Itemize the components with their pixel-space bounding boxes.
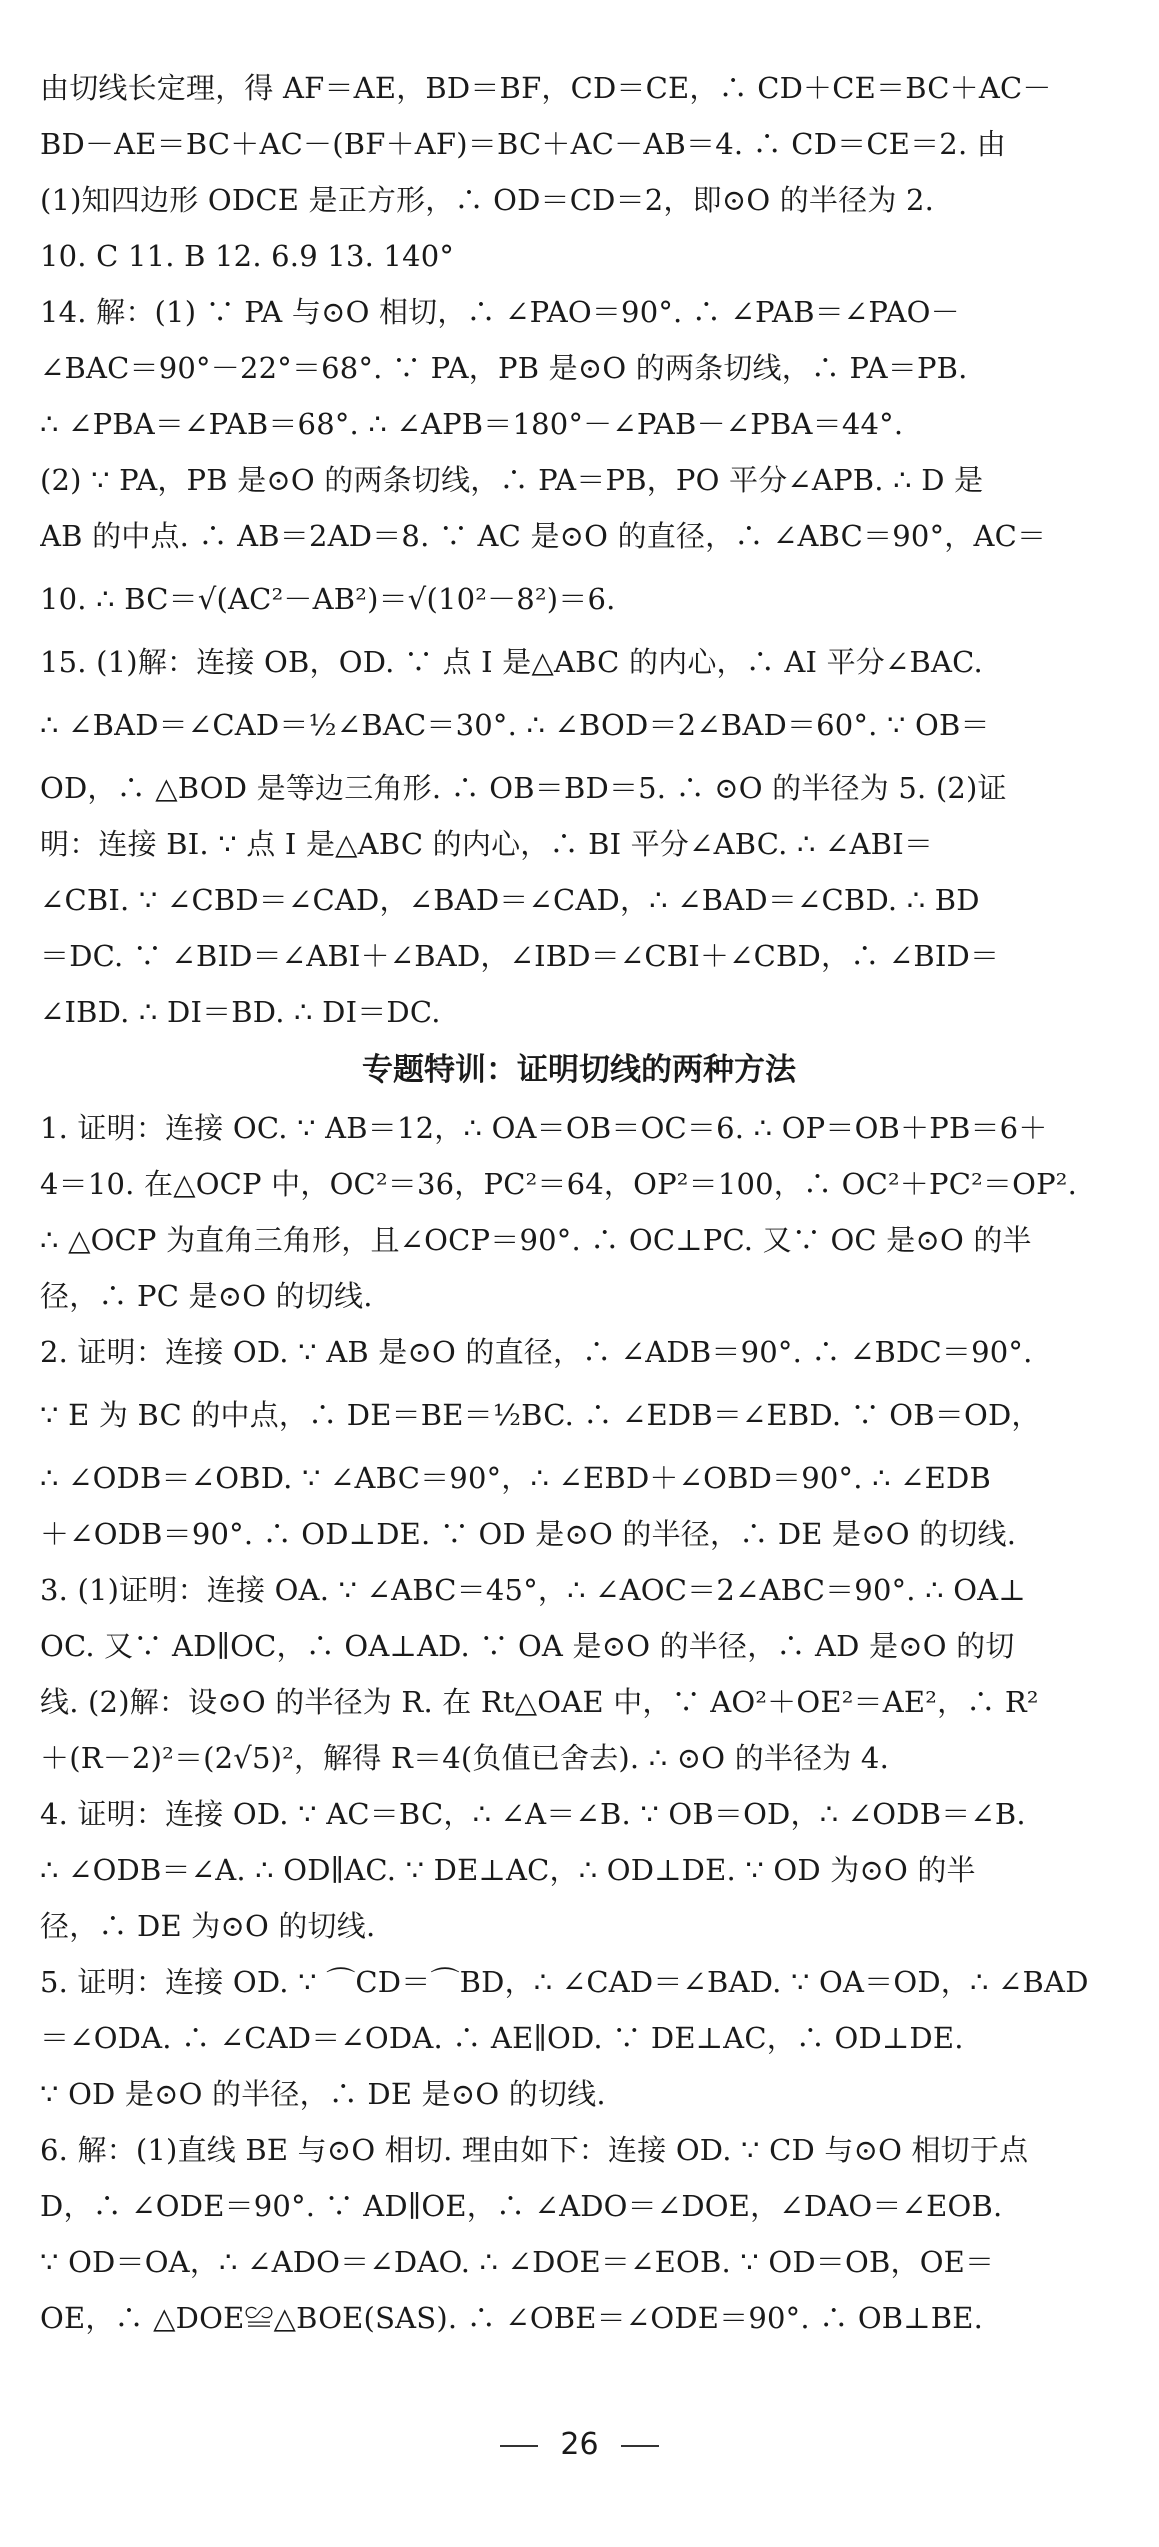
text-line: ∠BAC＝90°－22°＝68°. ∵ PA，PB 是⊙O 的两条切线，∴ PA＝PB. [40, 351, 968, 385]
text-line: 4＝10. 在△OCP 中，OC²＝36，PC²＝64，OP²＝100，∴ OC²＋PC²＝OP². [40, 1167, 1078, 1201]
text-line: ∴ △OCP 为直角三角形，且∠OCP＝90°. ∴ OC⊥PC. 又∵ OC 是⊙O 的半 [40, 1223, 1032, 1257]
text-line: ∴ ∠ODB＝∠A. ∴ OD∥AC. ∵ DE⊥AC，∴ OD⊥DE. ∵ OD 为⊙O 的半 [40, 1853, 976, 1887]
text-line: 线. (2)解：设⊙O 的半径为 R. 在 Rt△OAE 中，∵ AO²＋OE²＝AE²，∴ R² [40, 1685, 1039, 1719]
text-line: 10. C 11. B 12. 6.9 13. 140° [40, 239, 455, 273]
footer-dash-left [500, 2445, 538, 2447]
text-line: ∠CBI. ∵ ∠CBD＝∠CAD，∠BAD＝∠CAD，∴ ∠BAD＝∠CBD. ∴ BD [40, 883, 980, 917]
text-line: 明：连接 BI. ∵ 点 I 是△ABC 的内心，∴ BI 平分∠ABC. ∴ ∠ABI＝ [40, 827, 934, 861]
text-line: 15. (1)解：连接 OB，OD. ∵ 点 I 是△ABC 的内心，∴ AI 平分∠BAC. [40, 645, 983, 679]
section-title: 专题特训：证明切线的两种方法 [362, 1052, 796, 1088]
text-line: ∵ E 为 BC 的中点，∴ DE＝BE＝½BC. ∴ ∠EDB＝∠EBD. ∵ OB＝OD， [40, 1398, 1041, 1432]
text-line: 径，∴ PC 是⊙O 的切线. [40, 1279, 373, 1313]
text-line: ＋(R－2)²＝(2√5)²，解得 R＝4(负值已舍去). ∴ ⊙O 的半径为 4. [40, 1741, 889, 1775]
text-line: ∠IBD. ∴ DI＝BD. ∴ DI＝DC. [40, 995, 441, 1029]
text-line: 10. ∴ BC＝√(AC²－AB²)＝√(10²－8²)＝6. [40, 582, 616, 616]
text-line: OC. 又∵ AD∥OC，∴ OA⊥AD. ∵ OA 是⊙O 的半径，∴ AD 是⊙O 的切 [40, 1629, 1015, 1663]
text-line: ∵ OD＝OA，∴ ∠ADO＝∠DAO. ∴ ∠DOE＝∠EOB. ∵ OD＝OB，OE＝ [40, 2245, 995, 2279]
text-line: 5. 证明：连接 OD. ∵ ⌒CD＝⌒BD，∴ ∠CAD＝∠BAD. ∵ OA＝OD，∴ ∠BAD [40, 1965, 1089, 1999]
text-line: ＝∠ODA. ∴ ∠CAD＝∠ODA. ∴ AE∥OD. ∵ DE⊥AC，∴ OD⊥DE. [40, 2021, 964, 2055]
text-line: (1)知四边形 ODCE 是正方形，∴ OD＝CD＝2，即⊙O 的半径为 2. [40, 183, 935, 217]
text-line: ∴ ∠PBA＝∠PAB＝68°. ∴ ∠APB＝180°－∠PAB－∠PBA＝44°. [40, 407, 904, 441]
text-line: 径，∴ DE 为⊙O 的切线. [40, 1909, 376, 1943]
text-line: D，∴ ∠ODE＝90°. ∵ AD∥OE，∴ ∠ADO＝∠DOE，∠DAO＝∠EOB. [40, 2189, 1003, 2223]
text-line: ＋∠ODB＝90°. ∴ OD⊥DE. ∵ OD 是⊙O 的半径，∴ DE 是⊙O 的切线. [40, 1517, 1017, 1551]
text-line: 2. 证明：连接 OD. ∵ AB 是⊙O 的直径，∴ ∠ADB＝90°. ∴ ∠BDC＝90°. [40, 1335, 1033, 1369]
page-footer [0, 2420, 1159, 2470]
text-line: (2) ∵ PA，PB 是⊙O 的两条切线，∴ PA＝PB，PO 平分∠APB. ∴ D 是 [40, 463, 984, 497]
text-line: 1. 证明：连接 OC. ∵ AB＝12，∴ OA＝OB＝OC＝6. ∴ OP＝OB＋PB＝6＋ [40, 1111, 1048, 1145]
text-line: 4. 证明：连接 OD. ∵ AC＝BC，∴ ∠A＝∠B. ∵ OB＝OD，∴ ∠ODB＝∠B. [40, 1797, 1026, 1831]
text-line: ＝DC. ∵ ∠BID＝∠ABI＋∠BAD，∠IBD＝∠CBI＋∠CBD，∴ ∠BID＝ [40, 939, 1000, 973]
text-line: ∵ OD 是⊙O 的半径，∴ DE 是⊙O 的切线. [40, 2077, 606, 2111]
text-line: 由切线长定理，得 AF＝AE，BD＝BF，CD＝CE，∴ CD＋CE＝BC＋AC－ [40, 71, 1052, 105]
text-line: 3. (1)证明：连接 OA. ∵ ∠ABC＝45°，∴ ∠AOC＝2∠ABC＝90°. ∴ OA⊥ [40, 1573, 1026, 1607]
page-number: 26 [560, 2427, 599, 2462]
text-line: ∴ ∠ODB＝∠OBD. ∵ ∠ABC＝90°，∴ ∠EBD＋∠OBD＝90°. ∴ ∠EDB [40, 1461, 991, 1495]
text-line: AB 的中点. ∴ AB＝2AD＝8. ∵ AC 是⊙O 的直径，∴ ∠ABC＝90°，AC＝ [40, 519, 1047, 553]
footer-dash-right [621, 2445, 659, 2447]
text-line: 6. 解：(1)直线 BE 与⊙O 相切. 理由如下：连接 OD. ∵ CD 与⊙O 相切于点 [40, 2133, 1029, 2167]
text-line: OE，∴ △DOE≌△BOE(SAS). ∴ ∠OBE＝∠ODE＝90°. ∴ OB⊥BE. [40, 2301, 984, 2335]
text-line: OD，∴ △BOD 是等边三角形. ∴ OB＝BD＝5. ∴ ⊙O 的半径为 5. (2)证 [40, 771, 1007, 805]
text-line: BD－AE＝BC＋AC－(BF＋AF)＝BC＋AC－AB＝4. ∴ CD＝CE＝2. 由 [40, 127, 1006, 161]
text-line: 14. 解：(1) ∵ PA 与⊙O 相切，∴ ∠PAO＝90°. ∴ ∠PAB＝∠PAO－ [40, 295, 960, 329]
answer-page [40, 60, 1118, 2346]
text-line: ∴ ∠BAD＝∠CAD＝½∠BAC＝30°. ∴ ∠BOD＝2∠BAD＝60°. ∵ OB＝ [40, 708, 990, 742]
